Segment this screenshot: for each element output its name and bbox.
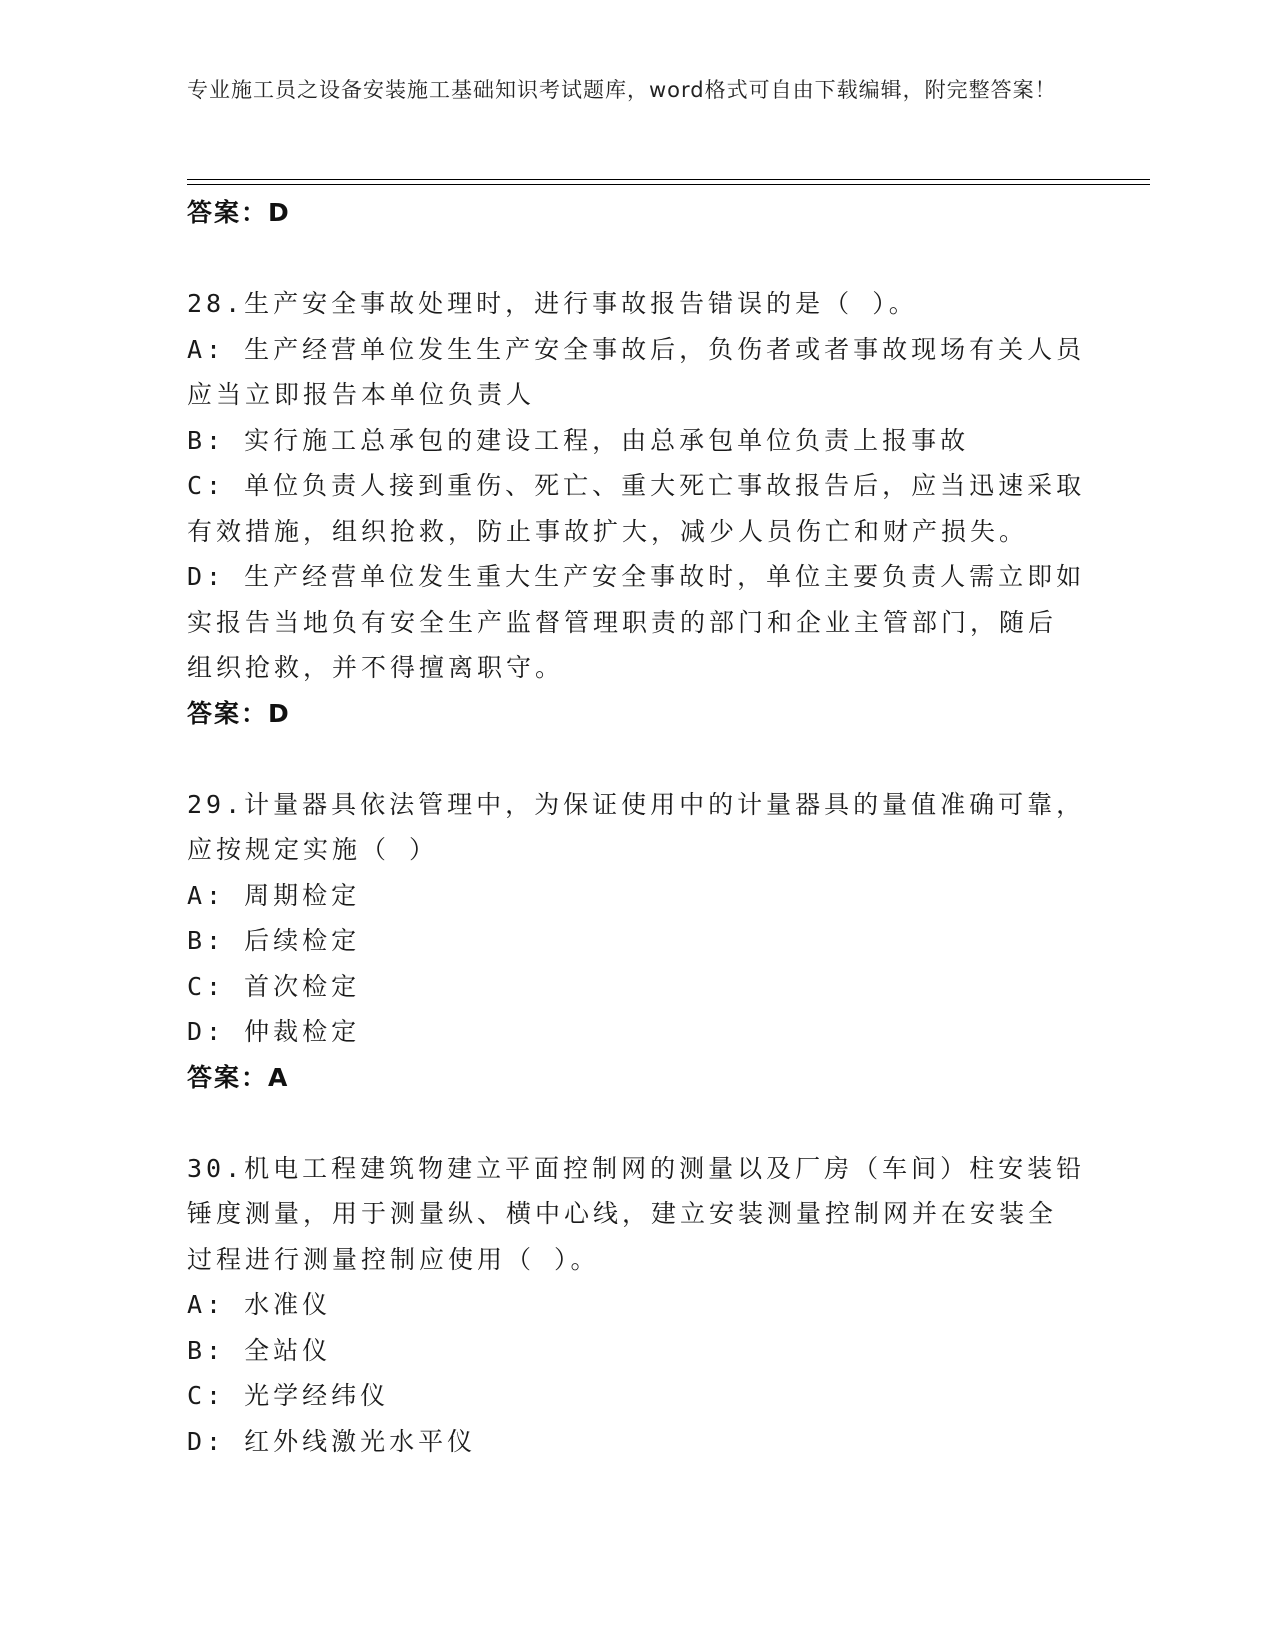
question-29-option-b: B: 后续检定 [187, 926, 361, 955]
question-28-option-b: B: 实行施工总承包的建设工程，由总承包单位负责上报事故 [187, 425, 970, 455]
document-header: 专业施工员之设备安装施工基础知识考试题库，word格式可自由下载编辑，附完整答案！ [187, 78, 1057, 102]
spacer [187, 1100, 1067, 1146]
question-30-stem-cont: 过程进行测量控制应使用（ ）。 [187, 1244, 600, 1274]
question-28 [187, 281, 1086, 736]
answer-29: 答案：A [187, 1062, 290, 1092]
answer-27: 答案：D [187, 198, 291, 227]
spacer [187, 236, 1067, 282]
question-29-stem-cont: 应按规定实施（ ） [187, 835, 439, 864]
question-28-option-d-cont: 实报告当地负有安全生产监督管理职责的部门和企业主管部门，随后 [187, 607, 1058, 637]
question-30 [187, 1146, 1086, 1465]
question-30-option-b: B: 全站仪 [187, 1335, 332, 1365]
spacer [187, 736, 1067, 782]
question-30-option-a: A: 水准仪 [187, 1290, 332, 1319]
question-30-option-c: C: 光学经纬仪 [187, 1381, 390, 1410]
question-29-option-a: A: 周期检定 [187, 880, 361, 910]
answer-28: 答案：D [187, 698, 291, 728]
question-30-stem: 30.机电工程建筑物建立平面控制网的测量以及厂房（车间）柱安装铅 [187, 1153, 1086, 1183]
question-29-stem: 29.计量器具依法管理中，为保证使用中的计量器具的量值准确可靠， [187, 789, 1086, 819]
question-28-option-a: A: 生产经营单位发生生产安全事故后，负伤者或者事故现场有关人员 [187, 334, 1086, 364]
header-rule-bottom [187, 184, 1150, 185]
question-30-option-d: D: 红外线激光水平仪 [187, 1426, 477, 1456]
question-28-option-c-cont: 有效措施，组织抢救，防止事故扩大，减少人员伤亡和财产损失。 [187, 516, 1029, 546]
question-29-option-d: D: 仲裁检定 [187, 1017, 361, 1046]
question-29-option-c: C: 首次检定 [187, 971, 361, 1001]
question-28-option-a-cont: 应当立即报告本单位负责人 [187, 380, 536, 409]
question-28-stem: 28.生产安全事故处理时，进行事故报告错误的是（ ）。 [187, 289, 918, 318]
question-28-option-d-cont: 组织抢救，并不得擅离职守。 [187, 653, 565, 682]
question-30-stem-cont: 锤度测量，用于测量纵、横中心线，建立安装测量控制网并在安装全 [187, 1199, 1058, 1228]
question-content [187, 190, 1086, 1464]
question-28-option-d: D: 生产经营单位发生重大生产安全事故时，单位主要负责人需立即如 [187, 562, 1086, 591]
question-28-option-c: C: 单位负责人接到重伤、死亡、重大死亡事故报告后，应当迅速采取 [187, 471, 1086, 500]
header-rule-top [187, 179, 1150, 180]
question-29 [187, 782, 1086, 1101]
